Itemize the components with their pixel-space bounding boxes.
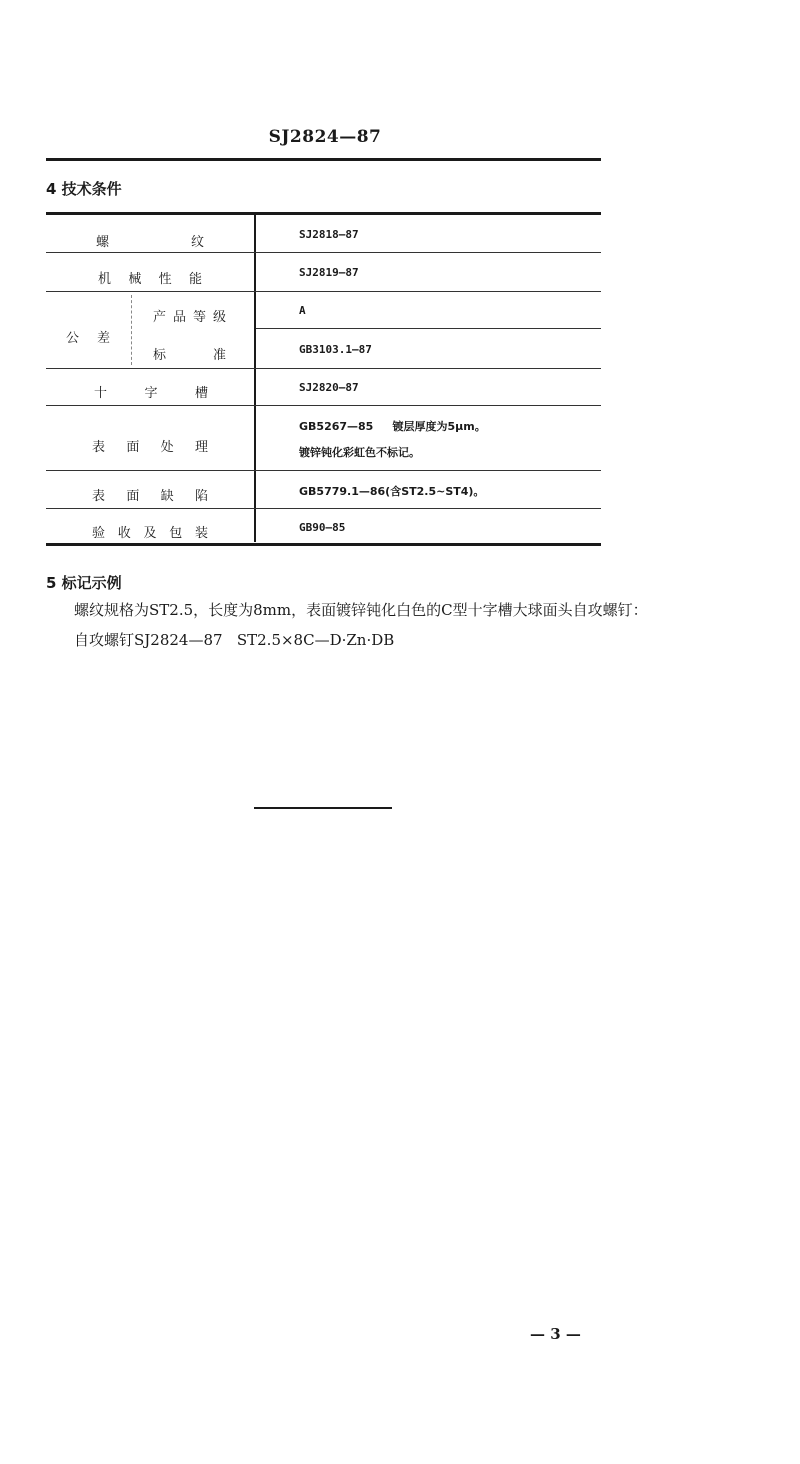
marking-example-text: 螺纹规格为ST2.5，长度为8mm，表面镀锌钝化白色的C型十字槽大球面头自攻螺钉： [74, 601, 648, 619]
tolerance-label [66, 327, 110, 346]
table-column-divider [254, 214, 256, 542]
cross-recess-label [94, 382, 208, 401]
end-rule [254, 807, 392, 809]
row-divider [46, 252, 601, 253]
standard-value: GB3103.1—87 [299, 343, 372, 356]
document-code: SJ2824—87 [268, 127, 382, 147]
label-char: 验 [92, 526, 106, 541]
cross-recess-value: SJ2820—87 [299, 381, 359, 394]
table-top-rule [46, 212, 601, 215]
label-char: 标 [153, 348, 167, 363]
product-grade-label [153, 306, 226, 325]
surface-treatment-value-line2: 镀锌钝化彩虹色不标记。 [299, 446, 420, 459]
section-4-title: 4 技术条件 [46, 180, 122, 198]
label-char: 面 [126, 489, 140, 504]
thread-value: SJ2818—87 [299, 228, 359, 241]
label-char: 十 [94, 386, 108, 401]
marking-example-designation: 自攻螺钉SJ2824—87 ST2.5×8C—D·Zn·DB [74, 631, 395, 649]
label-char: 级 [212, 310, 226, 325]
label-char: 等 [192, 310, 206, 325]
label-char: 表 [92, 440, 106, 455]
thread-label [96, 231, 204, 250]
label-char: 螺 [96, 235, 110, 250]
table-bottom-rule [46, 543, 601, 546]
label-char: 性 [158, 272, 172, 287]
label-char: 械 [128, 272, 142, 287]
label-char: 纹 [190, 235, 204, 250]
label-char: 陷 [194, 489, 208, 504]
row-divider [46, 508, 601, 509]
row-divider [46, 291, 601, 292]
label-char: 及 [143, 526, 157, 541]
label-char: 产 [153, 310, 167, 325]
acceptance-label [92, 522, 208, 541]
acceptance-value: GB90—85 [299, 521, 346, 534]
label-char: 面 [126, 440, 140, 455]
subrow-divider [256, 328, 601, 329]
surface-defects-value: GB5779.1—86(含ST2.5~ST4)。 [299, 485, 485, 498]
label-char: 表 [92, 489, 106, 504]
mechanical-value: SJ2819—87 [299, 266, 359, 279]
label-char: 差 [96, 331, 110, 346]
standard-label [153, 344, 226, 363]
surface-defects-label [92, 485, 208, 504]
surface-treatment-label [92, 436, 208, 455]
label-char: 准 [212, 348, 226, 363]
row-divider [46, 368, 601, 369]
label-char: 缺 [160, 489, 174, 504]
row-divider [46, 470, 601, 471]
tolerance-divider [131, 295, 132, 365]
label-char: 公 [66, 331, 80, 346]
label-char: 能 [188, 272, 202, 287]
label-char: 收 [117, 526, 131, 541]
label-char: 装 [194, 526, 208, 541]
label-char: 字 [144, 386, 158, 401]
mechanical-label [98, 268, 202, 287]
product-grade-value: A [299, 304, 306, 317]
label-char: 理 [194, 440, 208, 455]
label-char: 处 [160, 440, 174, 455]
label-char: 槽 [194, 386, 208, 401]
page-number: — 3 — [530, 1325, 581, 1343]
label-char: 机 [98, 272, 112, 287]
label-char: 包 [169, 526, 183, 541]
section-5-title: 5 标记示例 [46, 574, 122, 592]
surface-treatment-value-line1: GB5267—85 镀层厚度为5μm。 [299, 420, 486, 433]
header-rule [46, 158, 601, 161]
label-char: 品 [172, 310, 186, 325]
row-divider [46, 405, 601, 406]
